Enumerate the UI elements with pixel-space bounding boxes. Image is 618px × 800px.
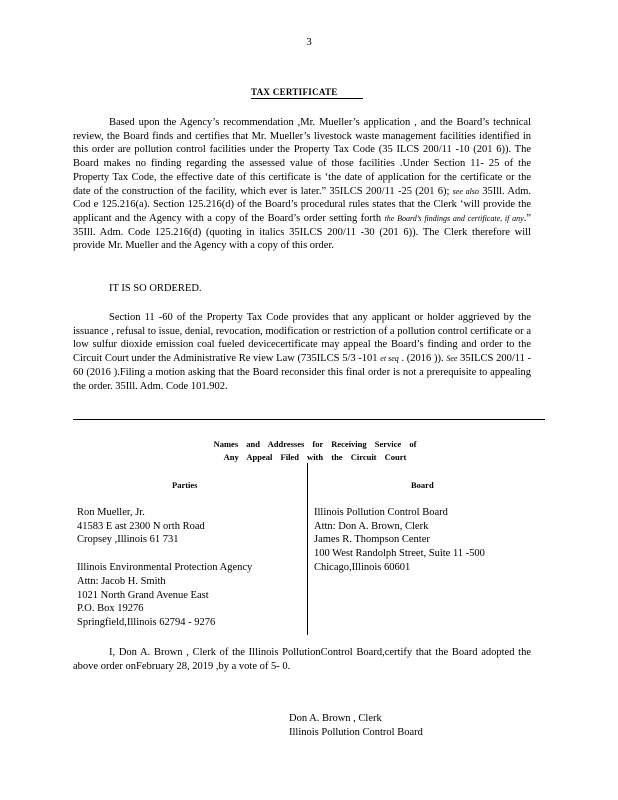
party-line: P.O. Box 19276 [77,603,144,615]
address-spacer [77,547,252,561]
party-line: 41583 E ast 2300 N orth Road [77,520,205,532]
appeal-paragraph [73,311,531,393]
p1-text-c: .” 35Ill. Adm. Code 125.216(d) (quoting in italics 35ILCS 200/11 -30 (201 6)). The Clerk therefore will provide Mr. Mueller and the Agency with a copy of this order. [73,212,531,252]
signature-name: Don A. Brown , Clerk [289,713,382,724]
p1-text-b: 35Ill. Adm. Cod e 125.216(a). Section 125.216(d) of the Board’s procedural rules states that the Clerk ‘will provide the applicant and the Agency with a copy of the Board’s order setting forth [73,185,531,224]
column-divider [307,463,308,635]
board-address [314,506,485,575]
p3-et-seq: et seq [380,354,399,364]
p3-text-c: 35ILCS 200/11 - 60 (2016 ).Filing a motion asking that the Board reconsider this final order is not a prerequisite to appealing the order. 35Ill. Adm. Code 101.902. [73,353,532,392]
p3-text-a: Section 11 -60 of the Property Tax Code provides that any applicant or holder aggrieved by the issuance , refusal to issue, denial, revocation, modification or restriction of a pollution control certificate or a low sulfur dioxide emission coal fueled devicecertificate may appeal the Board’s finding and order to the Circuit Court under the Administrative Re view Law (735ILCS 5/3 -101 [73,312,531,365]
parties-heading: Parties [172,480,198,490]
service-heading [180,438,450,464]
p3-see: See [446,354,458,364]
party-line: 1021 North Grand Avenue East [77,589,209,601]
section-title: TAX CERTIFICATE [251,87,363,99]
p1-see-also: see also [452,186,479,196]
horizontal-divider [73,419,545,420]
signature-block [289,712,423,739]
party-line: Illinois Environmental Protection Agency [77,562,253,574]
party-line: Cropsey ,Illinois 61 731 [77,534,179,546]
board-line: Chicago,Illinois 60601 [314,561,411,573]
party-line: Springfield,Illinois 62794 - 9276 [77,616,216,628]
p1-text-a: Based upon the Agency’s recommendation ,Mr. Mueller’s application , and the Board’s technical review, the Board finds and certifies that Mr. Mueller’s livestock waste management facilities identified in this order are pollution control facilities under the Property Tax Code (35 ILCS 200/11 -10 (201 6)). The Board makes no finding regarding the assessed value of those facilities .Under Section 11- 25 of the Property Tax Code, the effective date of this certificate is ‘the date of application for the certificate or the date of the construction of the facility, which ever is later.” 35ILCS 200/11 -25 (201 6); [73,117,531,197]
order-statement: IT IS SO ORDERED. [109,283,202,294]
clerk-certification: I, Don A. Brown , Clerk of the Illinois PollutionControl Board,certify that the Board adopted the above order onFebruary 28, 2019 ,by a vote of 5- 0. [73,647,531,672]
parties-addresses [77,506,252,630]
p1-italic-quote: the Board’s findings and certificate, if any [384,213,524,223]
signature-org: Illinois Pollution Control Board [289,726,423,738]
board-line: 100 West Randolph Street, Suite 11 -500 [314,548,485,560]
party-line: Ron Mueller, Jr. [77,507,145,518]
board-line: Attn: Don A. Brown, Clerk [314,520,429,532]
service-heading-line-2: Any Appeal Filed with the Circuit Court [223,452,407,462]
certificate-paragraph [73,116,531,253]
board-heading: Board [411,480,434,490]
service-heading-line-1: Names and Addresses for Receiving Service of [213,439,417,449]
page-number: 3 [306,36,312,48]
p3-text-b: . (2016 )). [401,353,444,365]
board-line: Illinois Pollution Control Board [314,507,448,518]
board-line: James R. Thompson Center [314,534,430,546]
party-line: Attn: Jacob H. Smith [77,575,166,587]
